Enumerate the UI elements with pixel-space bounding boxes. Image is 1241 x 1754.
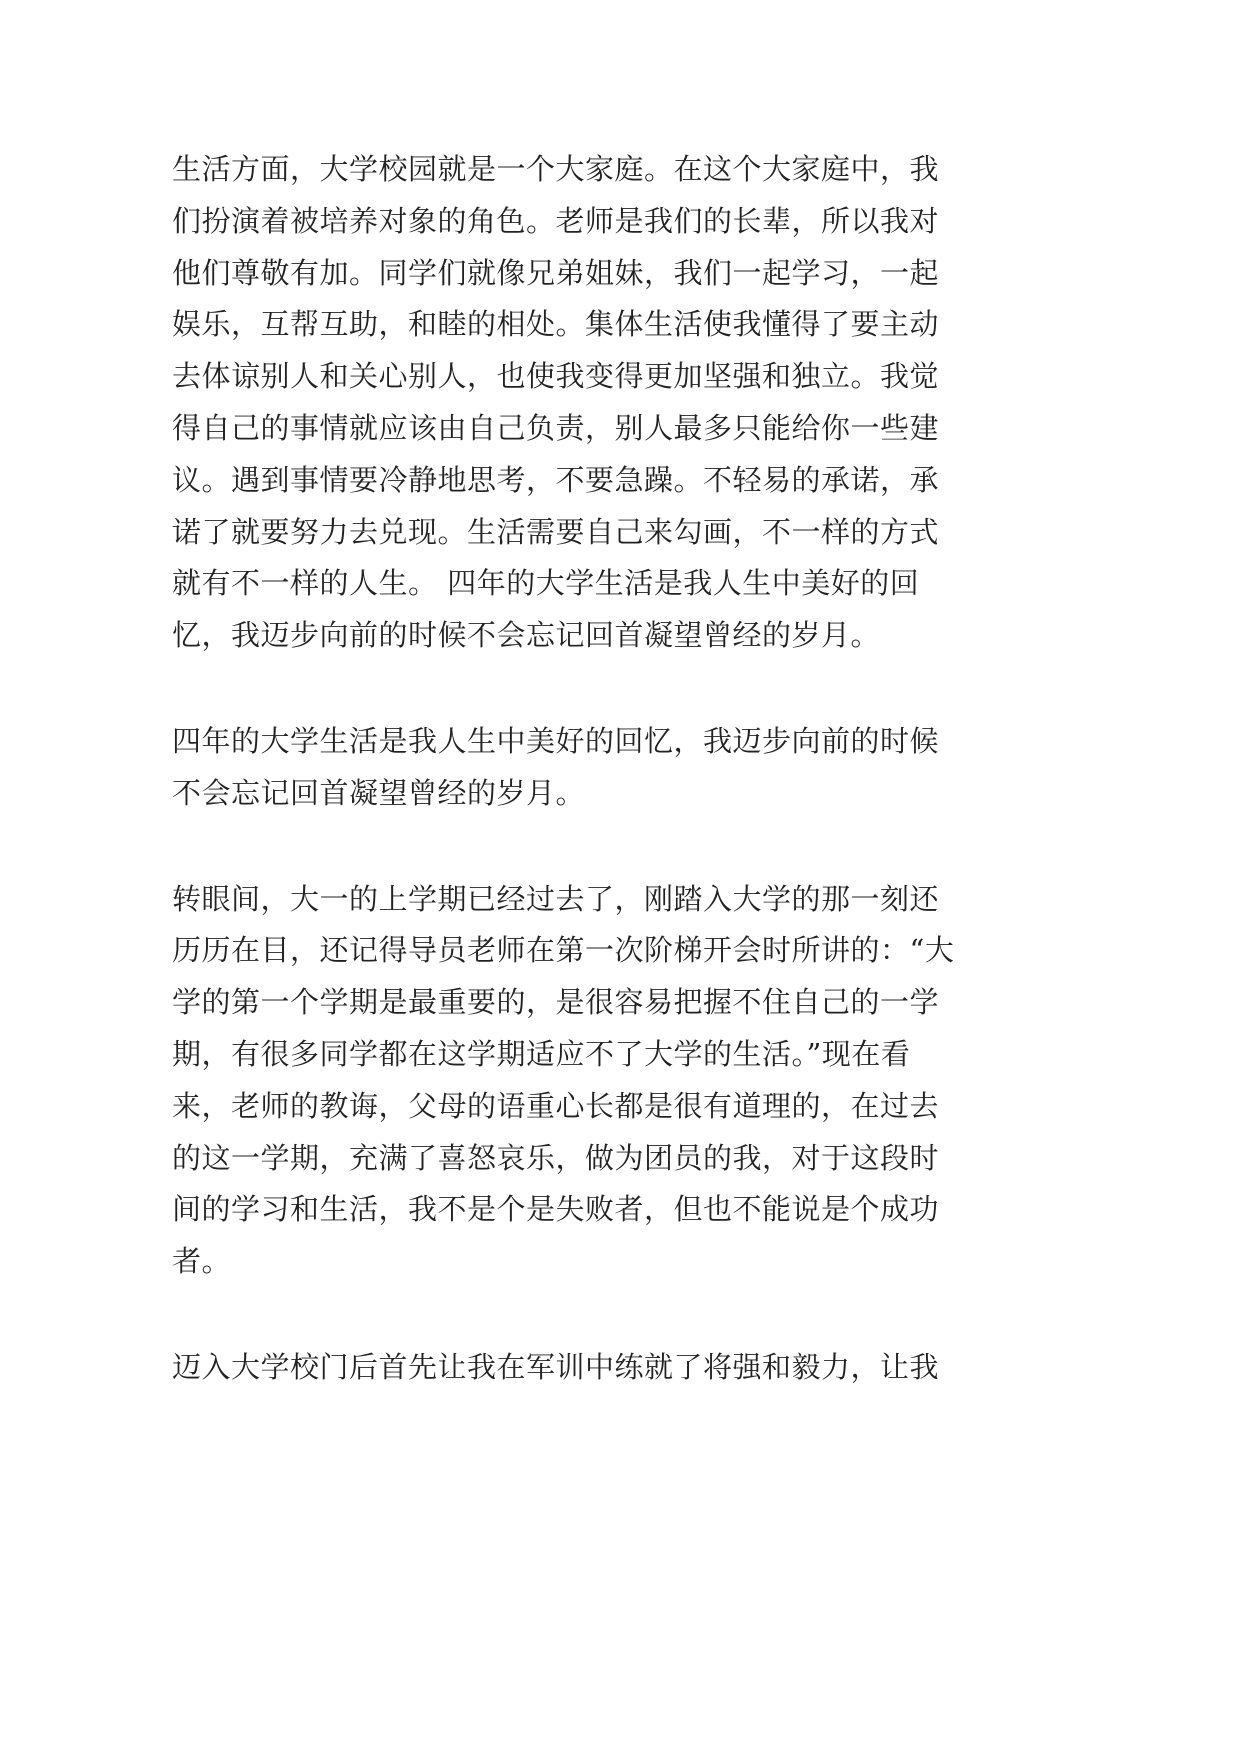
text-line: 的这一学期，充满了喜怒哀乐，做为团员的我，对于这段时 bbox=[172, 1140, 940, 1175]
text-line: 四年的大学生活是我人生中美好的回忆，我迈步向前的时候 bbox=[172, 723, 940, 758]
text-line: 议。遇到事情要冷静地思考，不要急躁。不轻易的承诺，承 bbox=[172, 462, 940, 497]
text-line: 就有不一样的人生。 四年的大学生活是我人生中美好的回 bbox=[172, 566, 920, 601]
text-line: 忆，我迈步向前的时候不会忘记回首凝望曾经的岁月。 bbox=[172, 618, 881, 653]
text-line: 生活方面，大学校园就是一个大家庭。在这个大家庭中，我 bbox=[172, 152, 940, 186]
text-line: 学的第一个学期是最重要的，是很容易把握不住自己的一学 bbox=[172, 985, 940, 1020]
text-line: 历历在目，还记得导员老师在第一次阶梯开会时所讲的：“大 bbox=[172, 933, 955, 968]
text-line: 迈入大学校门后首先让我在军训中练就了将强和毅力，让我 bbox=[172, 1349, 940, 1384]
text-line: 诺了就要努力去兑现。生活需要自己来勾画，不一样的方式 bbox=[172, 514, 940, 549]
text-line: 者。 bbox=[172, 1244, 232, 1279]
text-line: 期，有很多同学都在这学期适应不了大学的生活。”现在看 bbox=[172, 1036, 911, 1071]
text-line: 们扮演着被培养对象的角色。老师是我们的长辈，所以我对 bbox=[172, 203, 940, 238]
paragraph-1 bbox=[172, 144, 972, 662]
paragraph-2 bbox=[172, 716, 972, 820]
paragraph-3 bbox=[172, 874, 972, 1288]
text-line: 得自己的事情就应该由自己负责，别人最多只能给你一些建 bbox=[172, 410, 940, 445]
text-line: 间的学习和生活，我不是个是失败者，但也不能说是个成功 bbox=[172, 1192, 940, 1227]
text-line: 来，老师的教诲，父母的语重心长都是很有道理的，在过去 bbox=[172, 1088, 940, 1123]
text-line: 转眼间，大一的上学期已经过去了，刚踏入大学的那一刻还 bbox=[172, 881, 940, 916]
text-line: 不会忘记回首凝望曾经的岁月。 bbox=[172, 775, 586, 810]
text-line: 娱乐，互帮互助，和睦的相处。集体生活使我懂得了要主动 bbox=[172, 307, 940, 342]
text-line: 去体谅别人和关心别人，也使我变得更加坚强和独立。我觉 bbox=[172, 359, 940, 394]
document-body bbox=[172, 144, 972, 1394]
paragraph-4 bbox=[172, 1342, 972, 1394]
text-line: 他们尊敬有加。同学们就像兄弟姐妹，我们一起学习，一起 bbox=[172, 255, 940, 290]
